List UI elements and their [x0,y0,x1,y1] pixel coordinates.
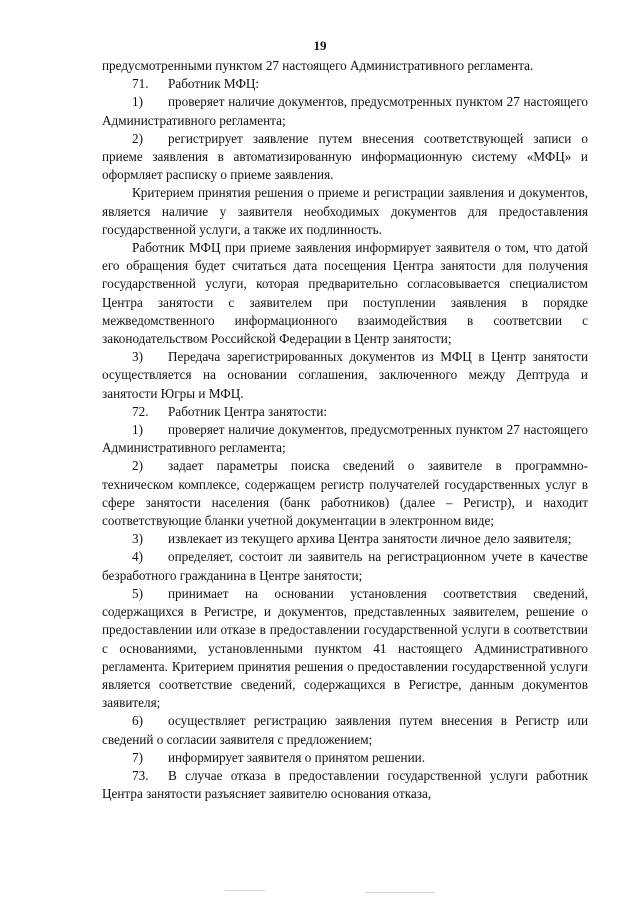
numbered-item [102,767,588,803]
item-number: 2) [132,458,143,474]
numbered-item [102,130,588,185]
paragraph: Критерием принятия решения о приеме и регистрации заявления и документов, является наличие у заявителя необходимых документов для предоставления государственной услуги, а также их подлинность. [102,185,588,237]
numbered-item [102,93,588,129]
item-number: 5) [132,585,143,601]
numbered-item [102,749,588,767]
item-number: 3) [132,349,143,365]
item-number: 72. [132,403,149,419]
numbered-item [102,530,588,548]
item-text: осуществляет регистрацию заявления путем внесения в Регистр или сведений о согласии заявителя с предложением; [102,713,588,747]
page-number: 19 [313,38,327,53]
item-number: 7) [132,749,143,765]
numbered-item [102,75,588,93]
item-number: 73. [132,767,149,783]
item-text: регистрирует заявление путем внесения соответствующей записи о приеме заявления в автоматизированную информационную систему «МФЦ» и оформляет расписку о приеме заявления. [102,130,588,183]
item-text: проверяет наличие документов, предусмотренных пунктом 27 настоящего Административного регламента; [102,422,588,456]
item-number: 6) [132,713,143,729]
numbered-item [102,585,588,712]
item-number: 3) [132,531,143,547]
paragraph: Работник МФЦ при приеме заявления информирует заявителя о том, что датой его обращения будет считаться дата посещения Центра занятости для получения государственной услуги, которая предварительно согласовывается специалистом Центра занятости с заявителем при поступлении заявления в порядке межведомственного информационного взаимодействия в соответсвии с законодательством Российской Федерации в Центр занятости; [102,240,588,347]
scan-artifact [365,892,435,893]
item-text: Работник МФЦ: [168,76,260,92]
item-text: Работник Центра занятости: [168,403,328,419]
numbered-item [102,348,588,403]
item-number: 4) [132,549,143,565]
item-text: задает параметры поиска сведений о заявителе в программно-техническом комплексе, содержащем регистр получателей государственных услуг в сфере занятости населения (банк работников) (далее – Регистр), и находит соответствующие бланки учетной документации в электронном виде; [102,458,588,529]
scan-artifact [225,890,265,891]
numbered-item [102,712,588,748]
item-number: 1) [132,422,143,438]
item-number: 71. [132,76,149,92]
item-text: определяет, состоит ли заявитель на регистрационном учете в качестве безработного гражданина в Центре занятости; [102,549,588,583]
item-text: проверяет наличие документов, предусмотренных пунктом 27 настоящего Административного регламента; [102,94,588,128]
numbered-item [102,403,588,421]
numbered-item [102,457,588,530]
item-text: Передача зарегистрированных документов из МФЦ в Центр занятости осуществляется на основании соглашения, заключенного между Дептруда и занятости Югры и МФЦ. [102,349,588,401]
item-text: В случае отказа в предоставлении государственной услуги работник Центра занятости разъясняет заявителю основания отказа, [102,767,588,802]
numbered-item [102,421,588,457]
numbered-item [102,548,588,584]
document-body [102,57,588,803]
item-text: информирует заявителя о принятом решении. [168,749,425,765]
item-number: 1) [132,94,143,110]
paragraph: предусмотренными пунктом 27 настоящего Административного регламента. [102,58,534,73]
item-text: принимает на основании установления соответствия сведений, содержащихся в Регистре, и документов, представленных заявителем, решение о предоставлении или отказе в предоставлении государственной услуги в соответствии с основаниями, установленными пунктом 41 настоящего Административного регламента. Критерием принятия решения о предоставлении государственной услуги является соответствие сведений, содержащихся в Регистре, данным документов заявителя; [102,585,588,711]
item-text: извлекает из текущего архива Центра занятости личное дело заявителя; [168,531,572,547]
item-number: 2) [132,130,143,146]
